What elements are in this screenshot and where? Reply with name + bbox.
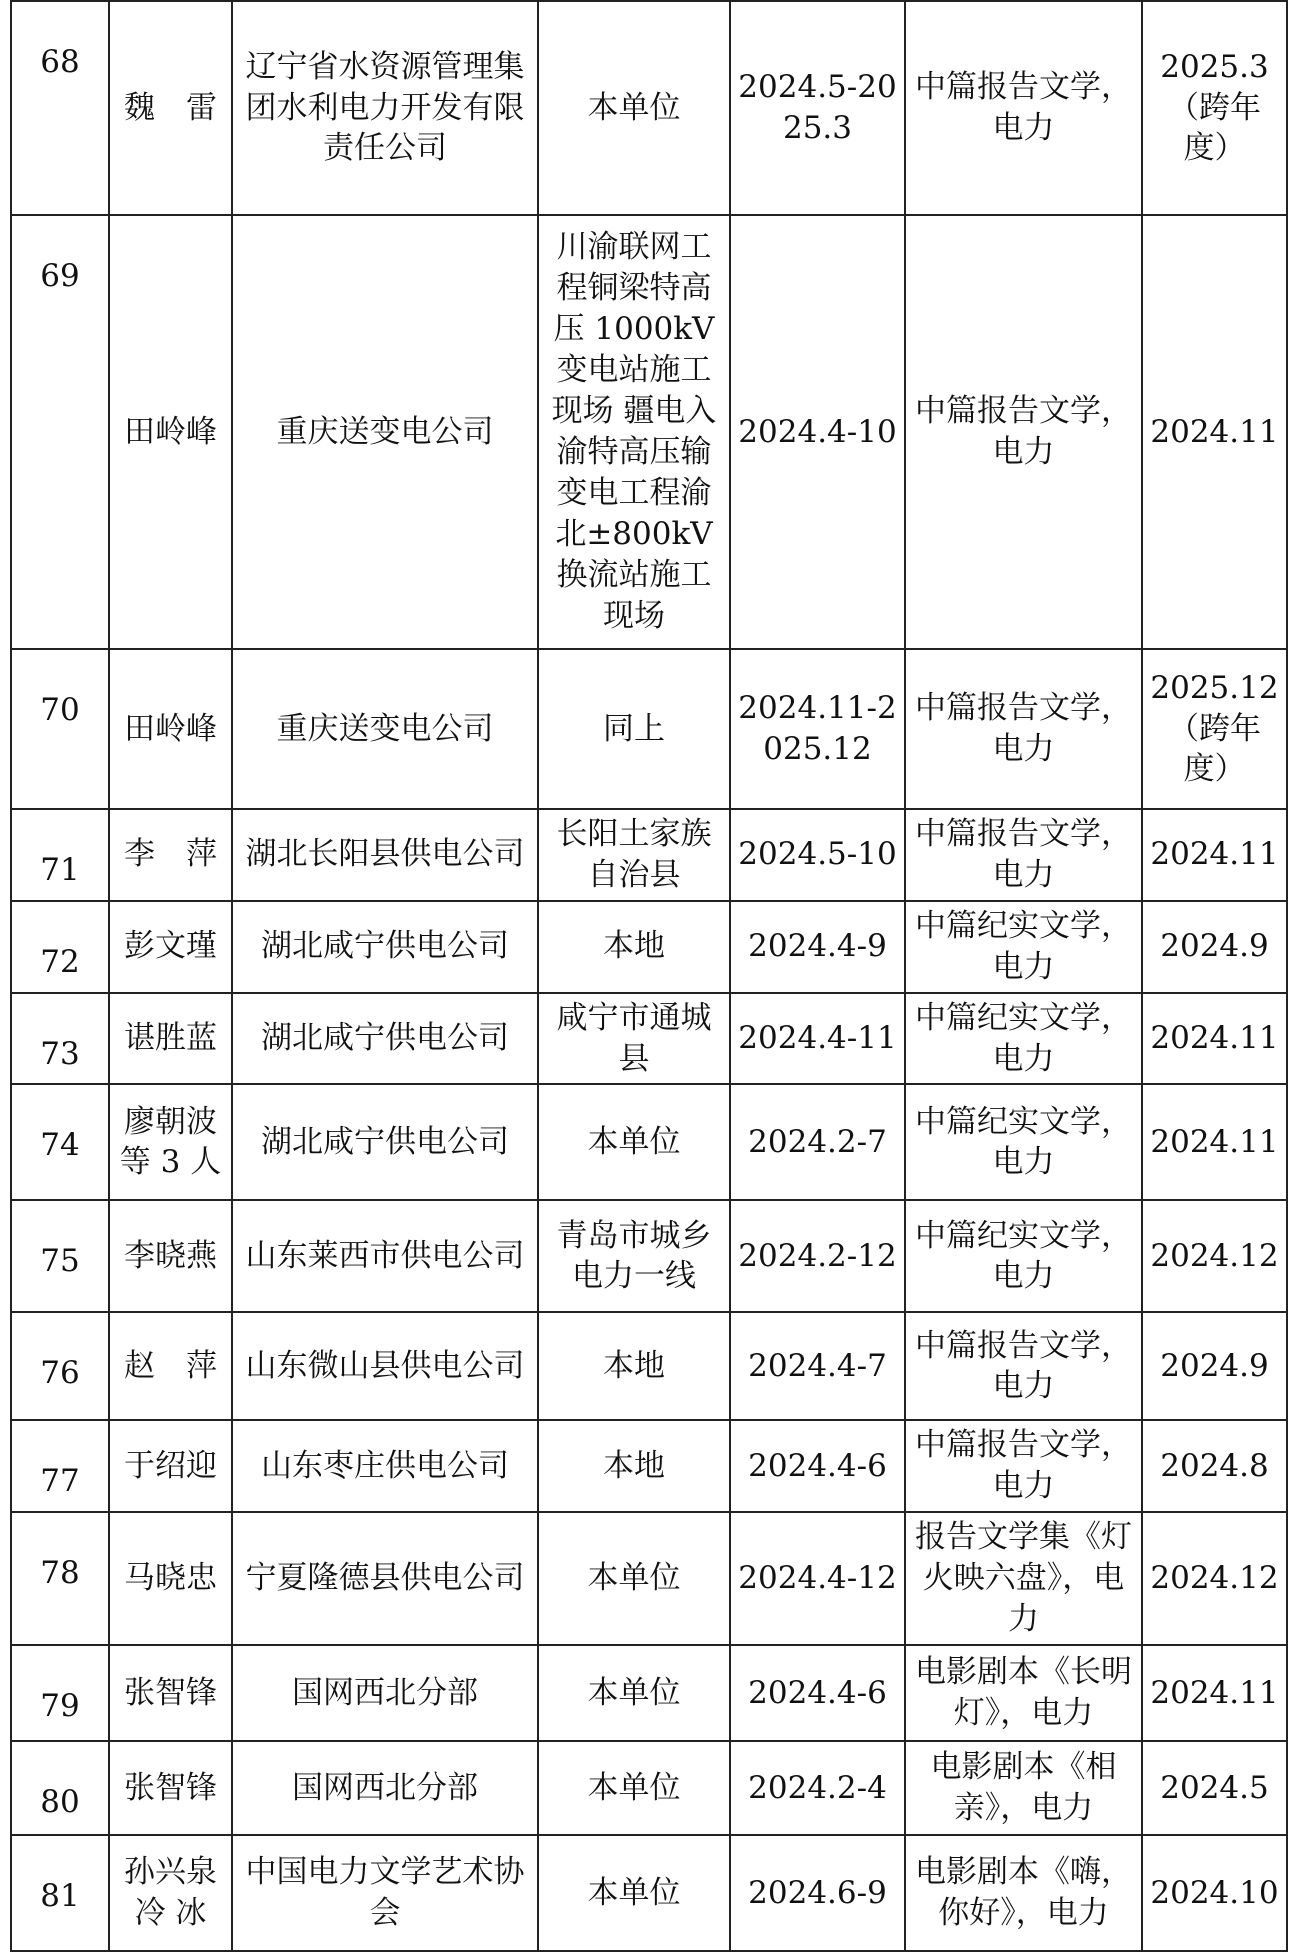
cell-time: 2024.11-2025.12 (730, 649, 905, 809)
cell-genre: 中篇纪实文学，电力 (905, 1084, 1142, 1200)
cell-no: 74 (11, 1084, 109, 1200)
cell-no: 68 (11, 1, 109, 215)
cell-no: 77 (11, 1420, 109, 1512)
cell-name: 谌胜蓝 (109, 993, 232, 1085)
cell-org: 中国电力文学艺术协会 (232, 1835, 538, 1951)
cell-finish: 2024.8 (1142, 1420, 1287, 1512)
cell-no: 79 (11, 1645, 109, 1741)
cell-name: 田岭峰 (109, 215, 232, 649)
table-body (11, 1, 1287, 1951)
cell-genre: 中篇纪实文学，电力 (905, 901, 1142, 993)
cell-genre: 报告文学集《灯火映六盘》，电力 (905, 1512, 1142, 1645)
cell-no: 80 (11, 1741, 109, 1835)
cell-genre: 中篇纪实文学，电力 (905, 993, 1142, 1085)
cell-org: 重庆送变电公司 (232, 649, 538, 809)
cell-place: 本单位 (538, 1835, 730, 1951)
cell-genre: 中篇报告文学，电力 (905, 215, 1142, 649)
cell-place: 青岛市城乡电力一线 (538, 1200, 730, 1312)
cell-time: 2024.4-12 (730, 1512, 905, 1645)
cell-name: 彭文瑾 (109, 901, 232, 993)
cell-time: 2024.6-9 (730, 1835, 905, 1951)
cell-org: 湖北咸宁供电公司 (232, 993, 538, 1085)
table-row (11, 1200, 1287, 1312)
cell-no: 69 (11, 215, 109, 649)
cell-no: 72 (11, 901, 109, 993)
cell-name: 魏 雷 (109, 1, 232, 215)
cell-no: 73 (11, 993, 109, 1085)
cell-time: 2024.5-2025.3 (730, 1, 905, 215)
cell-name: 廖朝波等 3 人 (109, 1084, 232, 1200)
cell-genre: 电影剧本《嗨，你好》，电力 (905, 1835, 1142, 1951)
cell-place: 本地 (538, 1312, 730, 1420)
cell-time: 2024.4-7 (730, 1312, 905, 1420)
cell-genre: 中篇报告文学，电力 (905, 1312, 1142, 1420)
cell-finish: 2024.11 (1142, 993, 1287, 1085)
works-table (10, 0, 1288, 1952)
cell-place: 本单位 (538, 1, 730, 215)
cell-time: 2024.4-9 (730, 901, 905, 993)
cell-time: 2024.5-10 (730, 809, 905, 901)
cell-no: 71 (11, 809, 109, 901)
cell-finish: 2024.9 (1142, 1312, 1287, 1420)
cell-no: 76 (11, 1312, 109, 1420)
cell-time: 2024.4-6 (730, 1645, 905, 1741)
cell-genre: 中篇报告文学，电力 (905, 649, 1142, 809)
cell-org: 湖北长阳县供电公司 (232, 809, 538, 901)
table-row (11, 809, 1287, 901)
cell-finish: 2024.12 (1142, 1512, 1287, 1645)
cell-org: 湖北咸宁供电公司 (232, 1084, 538, 1200)
cell-name: 马晓忠 (109, 1512, 232, 1645)
table-row (11, 993, 1287, 1085)
cell-place: 同上 (538, 649, 730, 809)
table-row (11, 1645, 1287, 1741)
cell-place: 本单位 (538, 1741, 730, 1835)
cell-finish: 2024.11 (1142, 215, 1287, 649)
cell-time: 2024.4-6 (730, 1420, 905, 1512)
cell-name: 张智锋 (109, 1645, 232, 1741)
cell-genre: 电影剧本《相亲》，电力 (905, 1741, 1142, 1835)
cell-name: 李 萍 (109, 809, 232, 901)
cell-name: 赵 萍 (109, 1312, 232, 1420)
cell-time: 2024.4-10 (730, 215, 905, 649)
cell-genre: 中篇报告文学，电力 (905, 809, 1142, 901)
cell-time: 2024.2-12 (730, 1200, 905, 1312)
cell-org: 湖北咸宁供电公司 (232, 901, 538, 993)
cell-place: 川渝联网工程铜梁特高压 1000kV 变电站施工现场 疆电入渝特高压输变电工程渝北±800kV 换流站施工现场 (538, 215, 730, 649)
cell-time: 2024.2-7 (730, 1084, 905, 1200)
table-row (11, 215, 1287, 649)
cell-finish: 2024.10 (1142, 1835, 1287, 1951)
cell-place: 咸宁市通城县 (538, 993, 730, 1085)
cell-finish: 2024.5 (1142, 1741, 1287, 1835)
cell-place: 长阳土家族自治县 (538, 809, 730, 901)
cell-org: 国网西北分部 (232, 1645, 538, 1741)
table-row (11, 1084, 1287, 1200)
cell-time: 2024.2-4 (730, 1741, 905, 1835)
table-row (11, 1741, 1287, 1835)
cell-finish: 2024.12 (1142, 1200, 1287, 1312)
cell-finish: 2024.11 (1142, 1645, 1287, 1741)
cell-place: 本单位 (538, 1512, 730, 1645)
cell-org: 宁夏隆德县供电公司 (232, 1512, 538, 1645)
cell-org: 山东微山县供电公司 (232, 1312, 538, 1420)
cell-genre: 电影剧本《长明灯》，电力 (905, 1645, 1142, 1741)
table-row (11, 1835, 1287, 1951)
cell-genre: 中篇纪实文学，电力 (905, 1200, 1142, 1312)
cell-name: 李晓燕 (109, 1200, 232, 1312)
cell-genre: 中篇报告文学，电力 (905, 1, 1142, 215)
cell-finish: 2024.11 (1142, 1084, 1287, 1200)
table-row (11, 1420, 1287, 1512)
table-row (11, 1, 1287, 215)
cell-org: 国网西北分部 (232, 1741, 538, 1835)
cell-place: 本地 (538, 901, 730, 993)
cell-place: 本地 (538, 1420, 730, 1512)
cell-place: 本单位 (538, 1645, 730, 1741)
cell-finish: 2024.11 (1142, 809, 1287, 901)
cell-org: 辽宁省水资源管理集团水利电力开发有限责任公司 (232, 1, 538, 215)
cell-no: 70 (11, 649, 109, 809)
table-row (11, 649, 1287, 809)
cell-org: 山东枣庄供电公司 (232, 1420, 538, 1512)
table-row (11, 901, 1287, 993)
table-row (11, 1312, 1287, 1420)
cell-no: 78 (11, 1512, 109, 1645)
cell-finish: 2025.12（跨年度） (1142, 649, 1287, 809)
cell-finish: 2024.9 (1142, 901, 1287, 993)
table-row (11, 1512, 1287, 1645)
cell-place: 本单位 (538, 1084, 730, 1200)
cell-no: 75 (11, 1200, 109, 1312)
cell-time: 2024.4-11 (730, 993, 905, 1085)
cell-name: 孙兴泉 冷 冰 (109, 1835, 232, 1951)
cell-no: 81 (11, 1835, 109, 1951)
cell-name: 于绍迎 (109, 1420, 232, 1512)
cell-org: 重庆送变电公司 (232, 215, 538, 649)
cell-name: 张智锋 (109, 1741, 232, 1835)
cell-name: 田岭峰 (109, 649, 232, 809)
cell-genre: 中篇报告文学，电力 (905, 1420, 1142, 1512)
cell-finish: 2025.3（跨年度） (1142, 1, 1287, 215)
cell-org: 山东莱西市供电公司 (232, 1200, 538, 1312)
